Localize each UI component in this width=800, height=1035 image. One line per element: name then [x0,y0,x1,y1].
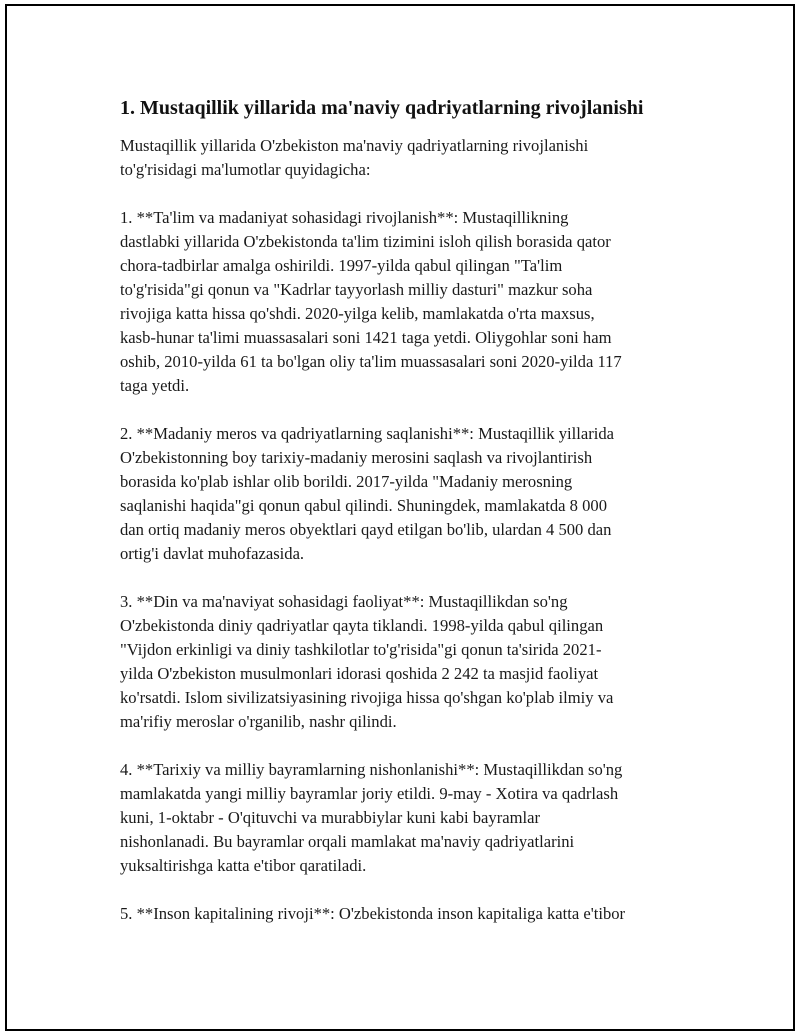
text-line: "Vijdon erkinligi va diniy tashkilotlar to'g'risida"gi qonun ta'sirida 2021- [120,640,602,659]
text-line: yuksaltirishga katta e'tibor qaratiladi. [120,856,367,875]
text-line: ma'rifiy meroslar o'rganilib, nashr qilindi. [120,712,397,731]
text-line: 2. **Madaniy meros va qadriyatlarning saqlanishi**: Mustaqillik yillarida [120,424,615,443]
text-line: 1. **Ta'lim va madaniyat sohasidagi rivojlanish**: Mustaqillikning [120,208,569,227]
text-line: kasb-hunar ta'limi muassasalari soni 1421 taga yetdi. Oliygohlar soni ham [120,328,612,347]
text-line: 5. **Inson kapitalining rivoji**: O'zbekistonda inson kapitaliga katta e'tibor [120,904,626,923]
section-paragraph-2 [120,422,700,566]
text-line: 4. **Tarixiy va milliy bayramlarning nishonlanishi**: Mustaqillikdan so'ng [120,760,623,779]
text-line: taga yetdi. [120,376,190,395]
section-paragraph-3 [120,590,700,734]
text-line: dastlabki yillarida O'zbekistonda ta'lim tizimini isloh qilish borasida qator [120,232,611,251]
document-title: 1. Mustaqillik yillarida ma'naviy qadriyatlarning rivojlanishi [120,97,644,119]
intro-paragraph [120,134,700,182]
text-line: mamlakatda yangi milliy bayramlar joriy etildi. 9-may - Xotira va qadrlash [120,784,619,803]
text-line: yilda O'zbekiston musulmonlari idorasi qoshida 2 242 ta masjid faoliyat [120,664,599,683]
text-line: ko'rsatdi. Islom sivilizatsiyasining rivojiga hissa qo'shgan ko'plab ilmiy va [120,688,614,707]
text-line: kuni, 1-oktabr - O'qituvchi va murabbiylar kuni kabi bayramlar [120,808,541,827]
text-line: oshib, 2010-yilda 61 ta bo'lgan oliy ta'lim muassasalari soni 2020-yilda 117 [120,352,622,371]
section-paragraph-5 [120,902,700,926]
text-line: saqlanishi haqida"gi qonun qabul qilindi. Shuningdek, mamlakatda 8 000 [120,496,608,515]
section-paragraph-1 [120,206,700,398]
page-frame [5,4,795,1031]
text-line: to'g'risida"gi qonun va "Kadrlar tayyorlash milliy dasturi" mazkur soha [120,280,593,299]
text-line: chora-tadbirlar amalga oshirildi. 1997-yilda qabul qilingan "Ta'lim [120,256,563,275]
text-line: O'zbekistonning boy tarixiy-madaniy merosini saqlash va rivojlantirish [120,448,593,467]
text-line: O'zbekistonda diniy qadriyatlar qayta tiklandi. 1998-yilda qabul qilingan [120,616,604,635]
text-line: to'g'risidagi ma'lumotlar quyidagicha: [120,160,371,179]
text-line: dan ortiq madaniy meros obyektlari qayd etilgan bo'lib, ulardan 4 500 dan [120,520,612,539]
text-line: ortig'i davlat muhofazasida. [120,544,305,563]
text-line: Mustaqillik yillarida O'zbekiston ma'naviy qadriyatlarning rivojlanishi [120,136,589,155]
text-line: borasida ko'plab ishlar olib borildi. 2017-yilda "Madaniy merosning [120,472,573,491]
text-line: 3. **Din va ma'naviyat sohasidagi faoliyat**: Mustaqillikdan so'ng [120,592,568,611]
section-paragraph-4 [120,758,700,878]
text-line: nishonlanadi. Bu bayramlar orqali mamlakat ma'naviy qadriyatlarini [120,832,575,851]
document-body [120,94,700,926]
text-line: rivojiga katta hissa qo'shdi. 2020-yilga kelib, mamlakatda o'rta maxsus, [120,304,595,323]
